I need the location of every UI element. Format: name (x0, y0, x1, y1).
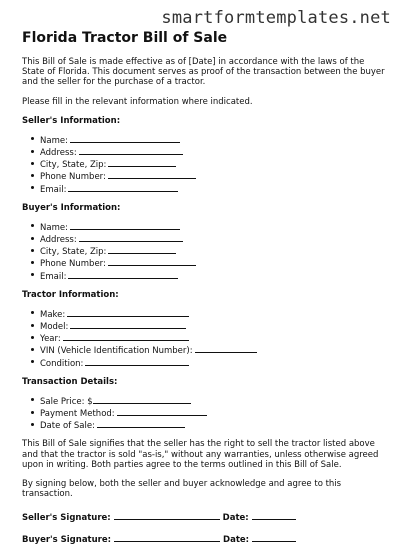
buyer-address-field: Address: (40, 233, 387, 245)
watermark: smartformtemplates.net (161, 8, 391, 28)
buyer-name-field: Name: (40, 221, 387, 233)
seller-email-field: Email: (40, 183, 387, 195)
seller-heading: Seller's Information: (22, 115, 121, 126)
buyer-city-blank[interactable] (108, 245, 176, 254)
tractor-field-list (22, 308, 387, 369)
buyer-signature-line: Buyer's Signature: Date: (22, 533, 387, 546)
bill-of-sale-document (22, 30, 387, 555)
tractor-condition-field: Condition: (40, 357, 387, 369)
tractor-heading: Tractor Information: (22, 289, 119, 300)
tractor-model-field: Model: (40, 320, 387, 332)
seller-name-blank[interactable] (70, 134, 180, 143)
seller-field-list (22, 134, 387, 195)
seller-phone-blank[interactable] (108, 170, 196, 179)
tractor-year-blank[interactable] (63, 332, 189, 341)
seller-signature-line: Seller's Signature: Date: (22, 511, 387, 524)
sale-price-blank[interactable] (93, 395, 191, 404)
tractor-model-blank[interactable] (70, 320, 186, 329)
buyer-address-blank[interactable] (79, 233, 183, 242)
buyer-date-blank[interactable] (252, 533, 296, 542)
buyer-heading: Buyer's Information: (22, 202, 121, 213)
sale-price-field: Sale Price: $ (40, 395, 387, 407)
seller-address-blank[interactable] (79, 146, 183, 155)
buyer-city-field: City, State, Zip: (40, 245, 387, 257)
tractor-vin-field: VIN (Vehicle Identification Number): (40, 344, 387, 356)
seller-city-field: City, State, Zip: (40, 158, 387, 170)
seller-address-field: Address: (40, 146, 387, 158)
buyer-name-blank[interactable] (70, 221, 180, 230)
transaction-heading: Transaction Details: (22, 376, 118, 387)
tractor-make-blank[interactable] (67, 308, 189, 317)
seller-phone-field: Phone Number: (40, 170, 387, 182)
document-title: Florida Tractor Bill of Sale (22, 30, 228, 46)
seller-date-blank[interactable] (252, 511, 296, 520)
seller-name-field: Name: (40, 134, 387, 146)
tractor-year-field: Year: (40, 332, 387, 344)
disclaimer-paragraph: This Bill of Sale signifies that the seller has the right to sell the tractor listed above and that the tractor is sold "as-is," without any warranties, unless otherwise agreed upon in writing. Both parties agree to the terms outlined in this Bill of Sale. (22, 439, 379, 470)
intro-paragraph: This Bill of Sale is made effective as of [Date] in accordance with the laws of the State of Florida. This document serves as proof of the transaction between the buyer and the seller for the purchase of a tractor. (22, 57, 385, 88)
buyer-field-list (22, 221, 387, 282)
date-of-sale-field: Date of Sale: (40, 419, 387, 431)
buyer-signature-blank[interactable] (114, 533, 220, 542)
payment-method-blank[interactable] (117, 407, 207, 416)
seller-signature-blank[interactable] (114, 511, 220, 520)
buyer-email-field: Email: (40, 270, 387, 282)
tractor-make-field: Make: (40, 308, 387, 320)
tractor-vin-blank[interactable] (195, 344, 257, 353)
buyer-phone-blank[interactable] (108, 257, 196, 266)
acknowledgement-paragraph: By signing below, both the seller and buyer acknowledge and agree to this transaction. (22, 479, 342, 500)
instruction-paragraph: Please fill in the relevant information where indicated. (22, 96, 253, 107)
buyer-email-blank[interactable] (68, 270, 178, 279)
seller-email-blank[interactable] (68, 183, 178, 192)
payment-method-field: Payment Method: (40, 407, 387, 419)
seller-city-blank[interactable] (108, 158, 176, 167)
date-of-sale-blank[interactable] (97, 419, 185, 428)
buyer-phone-field: Phone Number: (40, 257, 387, 269)
tractor-condition-blank[interactable] (85, 357, 189, 366)
transaction-field-list (22, 395, 387, 432)
